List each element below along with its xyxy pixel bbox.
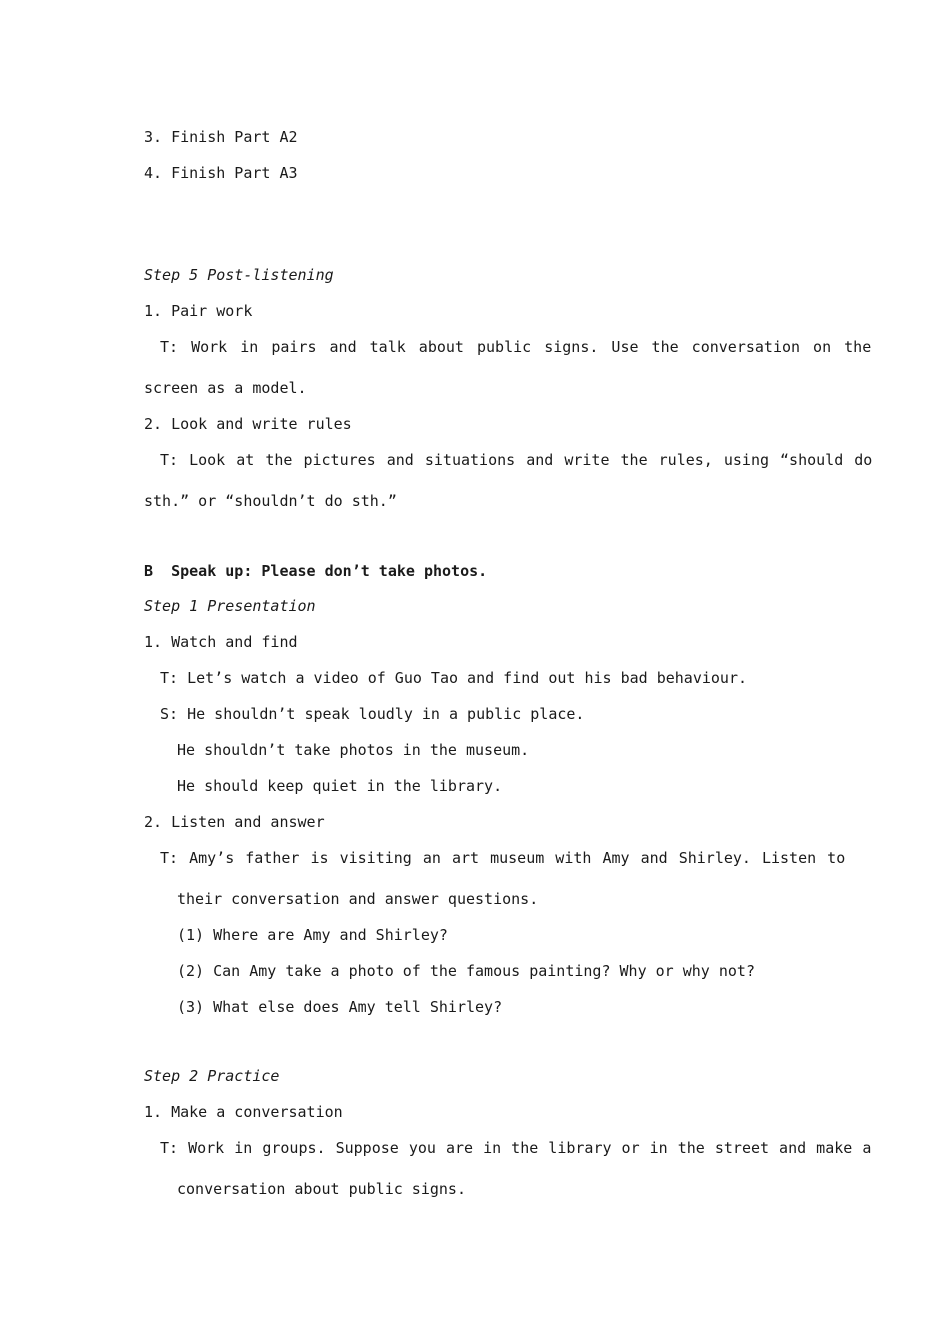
- step-heading-post-listening: Step 5 Post-listening: [144, 266, 334, 284]
- step-heading-practice: Step 2 Practice: [144, 1067, 280, 1085]
- task-finish-a2: 3. Finish Part A2: [144, 128, 298, 146]
- teacher-line-listen-cont: their conversation and answer questions.: [177, 890, 539, 908]
- teacher-line-look-write-cont: sth.” or “shouldn’t do sth.”: [144, 492, 397, 510]
- teacher-line-watch: T: Let’s watch a video of Guo Tao and find out his bad behaviour.: [160, 669, 747, 687]
- item-look-and-write: 2. Look and write rules: [144, 415, 352, 433]
- teacher-line-listen: T: Amy’s father is visiting an art museum with Amy and Shirley. Listen to: [160, 849, 846, 867]
- teacher-line-look-write: T: Look at the pictures and situations and write the rules, using “should do: [160, 451, 873, 469]
- item-pair-work: 1. Pair work: [144, 302, 253, 320]
- teacher-line-pair-work: T: Work in pairs and talk about public signs. Use the conversation on the: [160, 338, 872, 356]
- task-finish-a3: 4. Finish Part A3: [144, 164, 298, 182]
- teacher-line-make-conversation: T: Work in groups. Suppose you are in the library or in the street and make a: [160, 1139, 872, 1157]
- question-3: (3) What else does Amy tell Shirley?: [177, 998, 503, 1016]
- student-line-2: He shouldn’t take photos in the museum.: [177, 741, 530, 759]
- item-watch-and-find: 1. Watch and find: [144, 633, 298, 651]
- item-make-conversation: 1. Make a conversation: [144, 1103, 343, 1121]
- student-line-3: He should keep quiet in the library.: [177, 777, 503, 795]
- section-heading-b: B Speak up: Please don’t take photos.: [144, 562, 488, 580]
- question-2: (2) Can Amy take a photo of the famous painting? Why or why not?: [177, 962, 755, 980]
- teacher-line-pair-work-cont: screen as a model.: [144, 379, 307, 397]
- student-line-1: S: He shouldn’t speak loudly in a public place.: [160, 705, 585, 723]
- item-listen-and-answer: 2. Listen and answer: [144, 813, 325, 831]
- teacher-line-make-conversation-cont: conversation about public signs.: [177, 1180, 466, 1198]
- step-heading-presentation: Step 1 Presentation: [144, 597, 316, 615]
- question-1: (1) Where are Amy and Shirley?: [177, 926, 448, 944]
